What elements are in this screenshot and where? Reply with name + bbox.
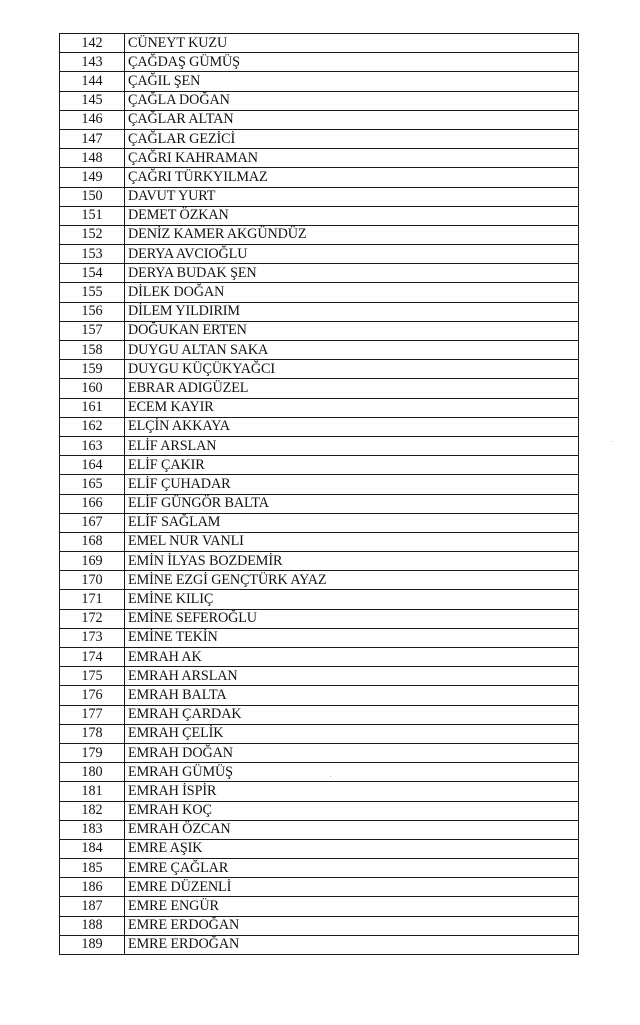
person-name: EMİNE EZGİ GENÇTÜRK AYAZ <box>125 571 579 590</box>
person-name: EMRE ERDOĞAN <box>125 916 579 935</box>
row-number: 154 <box>60 264 125 283</box>
row-number: 176 <box>60 686 125 705</box>
table-row <box>60 379 579 398</box>
table-row <box>60 398 579 417</box>
row-number: 168 <box>60 532 125 551</box>
row-number: 175 <box>60 667 125 686</box>
table-row <box>60 72 579 91</box>
person-name: EBRAR ADIGÜZEL <box>125 379 579 398</box>
person-name: EMEL NUR VANLI <box>125 532 579 551</box>
person-name: ELİF ÇUHADAR <box>125 475 579 494</box>
table-row <box>60 129 579 148</box>
row-number: 184 <box>60 839 125 858</box>
person-name: ELİF ARSLAN <box>125 436 579 455</box>
table-row <box>60 475 579 494</box>
person-name: EMRAH ÖZCAN <box>125 820 579 839</box>
row-number: 163 <box>60 436 125 455</box>
row-number: 161 <box>60 398 125 417</box>
person-name: EMRAH ARSLAN <box>125 667 579 686</box>
person-name: EMRAH İSPİR <box>125 782 579 801</box>
row-number: 151 <box>60 206 125 225</box>
table-row <box>60 341 579 360</box>
row-number: 177 <box>60 705 125 724</box>
row-number: 155 <box>60 283 125 302</box>
row-number: 181 <box>60 782 125 801</box>
person-name: ÇAĞRI KAHRAMAN <box>125 149 579 168</box>
person-name: ELİF GÜNGÖR BALTA <box>125 494 579 513</box>
row-number: 162 <box>60 417 125 436</box>
person-name: EMRAH ÇARDAK <box>125 705 579 724</box>
row-number: 159 <box>60 360 125 379</box>
table-row <box>60 360 579 379</box>
table-row <box>60 590 579 609</box>
person-name: ÇAĞLAR GEZİCİ <box>125 129 579 148</box>
table-row <box>60 168 579 187</box>
table-row <box>60 897 579 916</box>
row-number: 187 <box>60 897 125 916</box>
person-name: EMRE ENGÜR <box>125 897 579 916</box>
row-number: 167 <box>60 513 125 532</box>
person-name: CÜNEYT KUZU <box>125 34 579 53</box>
person-name: ELÇİN AKKAYA <box>125 417 579 436</box>
row-number: 172 <box>60 609 125 628</box>
table-row <box>60 225 579 244</box>
person-name: EMRE ÇAĞLAR <box>125 859 579 878</box>
table-row <box>60 609 579 628</box>
table-row <box>60 417 579 436</box>
person-name: EMRE DÜZENLİ <box>125 878 579 897</box>
row-number: 153 <box>60 245 125 264</box>
row-number: 145 <box>60 91 125 110</box>
row-number: 171 <box>60 590 125 609</box>
table-row <box>60 801 579 820</box>
person-name: ELİF ÇAKIR <box>125 456 579 475</box>
table-row <box>60 552 579 571</box>
row-number: 148 <box>60 149 125 168</box>
person-name: DAVUT YURT <box>125 187 579 206</box>
table-row <box>60 532 579 551</box>
row-number: 174 <box>60 648 125 667</box>
table-row <box>60 935 579 954</box>
person-name: DERYA BUDAK ŞEN <box>125 264 579 283</box>
row-number: 179 <box>60 743 125 762</box>
table-row <box>60 34 579 53</box>
row-number: 150 <box>60 187 125 206</box>
row-number: 166 <box>60 494 125 513</box>
table-row <box>60 302 579 321</box>
table-row <box>60 724 579 743</box>
table-row <box>60 494 579 513</box>
table-row <box>60 820 579 839</box>
person-name: EMİNE SEFEROĞLU <box>125 609 579 628</box>
name-list-table <box>59 33 579 955</box>
row-number: 178 <box>60 724 125 743</box>
row-number: 169 <box>60 552 125 571</box>
table-row <box>60 91 579 110</box>
person-name: EMRAH ÇELİK <box>125 724 579 743</box>
person-name: EMRAH DOĞAN <box>125 743 579 762</box>
row-number: 142 <box>60 34 125 53</box>
table-row <box>60 283 579 302</box>
row-number: 186 <box>60 878 125 897</box>
person-name: ÇAĞDAŞ GÜMÜŞ <box>125 53 579 72</box>
row-number: 165 <box>60 475 125 494</box>
row-number: 185 <box>60 859 125 878</box>
row-number: 143 <box>60 53 125 72</box>
table-row <box>60 859 579 878</box>
row-number: 149 <box>60 168 125 187</box>
person-name: EMİNE KILIÇ <box>125 590 579 609</box>
person-name: EMRAH KOÇ <box>125 801 579 820</box>
table-row <box>60 571 579 590</box>
row-number: 158 <box>60 341 125 360</box>
row-number: 180 <box>60 763 125 782</box>
person-name: ÇAĞRI TÜRKYILMAZ <box>125 168 579 187</box>
table-row <box>60 436 579 455</box>
name-list-body <box>60 34 579 955</box>
row-number: 144 <box>60 72 125 91</box>
table-row <box>60 705 579 724</box>
scan-speck <box>612 441 613 442</box>
person-name: DUYGU ALTAN SAKA <box>125 341 579 360</box>
row-number: 188 <box>60 916 125 935</box>
person-name: EMİNE TEKİN <box>125 628 579 647</box>
person-name: ÇAĞIL ŞEN <box>125 72 579 91</box>
table-row <box>60 149 579 168</box>
table-row <box>60 763 579 782</box>
row-number: 189 <box>60 935 125 954</box>
person-name: EMRE ERDOĞAN <box>125 935 579 954</box>
row-number: 170 <box>60 571 125 590</box>
row-number: 173 <box>60 628 125 647</box>
person-name: ECEM KAYIR <box>125 398 579 417</box>
table-row <box>60 53 579 72</box>
row-number: 164 <box>60 456 125 475</box>
row-number: 147 <box>60 129 125 148</box>
person-name: ÇAĞLAR ALTAN <box>125 110 579 129</box>
person-name: DİLEM YILDIRIM <box>125 302 579 321</box>
table-row <box>60 686 579 705</box>
person-name: DUYGU KÜÇÜKYAĞCI <box>125 360 579 379</box>
person-name: ELİF SAĞLAM <box>125 513 579 532</box>
table-row <box>60 782 579 801</box>
person-name: EMRAH BALTA <box>125 686 579 705</box>
table-row <box>60 628 579 647</box>
person-name: EMRE AŞIK <box>125 839 579 858</box>
row-number: 182 <box>60 801 125 820</box>
table-row <box>60 743 579 762</box>
person-name: DOĞUKAN ERTEN <box>125 321 579 340</box>
row-number: 183 <box>60 820 125 839</box>
person-name: DİLEK DOĞAN <box>125 283 579 302</box>
table-row <box>60 321 579 340</box>
table-row <box>60 245 579 264</box>
table-row <box>60 206 579 225</box>
person-name: DENİZ KAMER AKGÜNDÜZ <box>125 225 579 244</box>
row-number: 152 <box>60 225 125 244</box>
scan-speck <box>330 776 331 777</box>
person-name: DEMET ÖZKAN <box>125 206 579 225</box>
row-number: 160 <box>60 379 125 398</box>
person-name: ÇAĞLA DOĞAN <box>125 91 579 110</box>
table-row <box>60 839 579 858</box>
person-name: EMRAH AK <box>125 648 579 667</box>
table-row <box>60 264 579 283</box>
person-name: EMRAH GÜMÜŞ <box>125 763 579 782</box>
row-number: 146 <box>60 110 125 129</box>
table-row <box>60 513 579 532</box>
table-row <box>60 916 579 935</box>
table-row <box>60 648 579 667</box>
row-number: 156 <box>60 302 125 321</box>
table-row <box>60 187 579 206</box>
table-row <box>60 456 579 475</box>
person-name: DERYA AVCIOĞLU <box>125 245 579 264</box>
row-number: 157 <box>60 321 125 340</box>
person-name: EMİN İLYAS BOZDEMİR <box>125 552 579 571</box>
table-row <box>60 667 579 686</box>
table-row <box>60 110 579 129</box>
table-row <box>60 878 579 897</box>
